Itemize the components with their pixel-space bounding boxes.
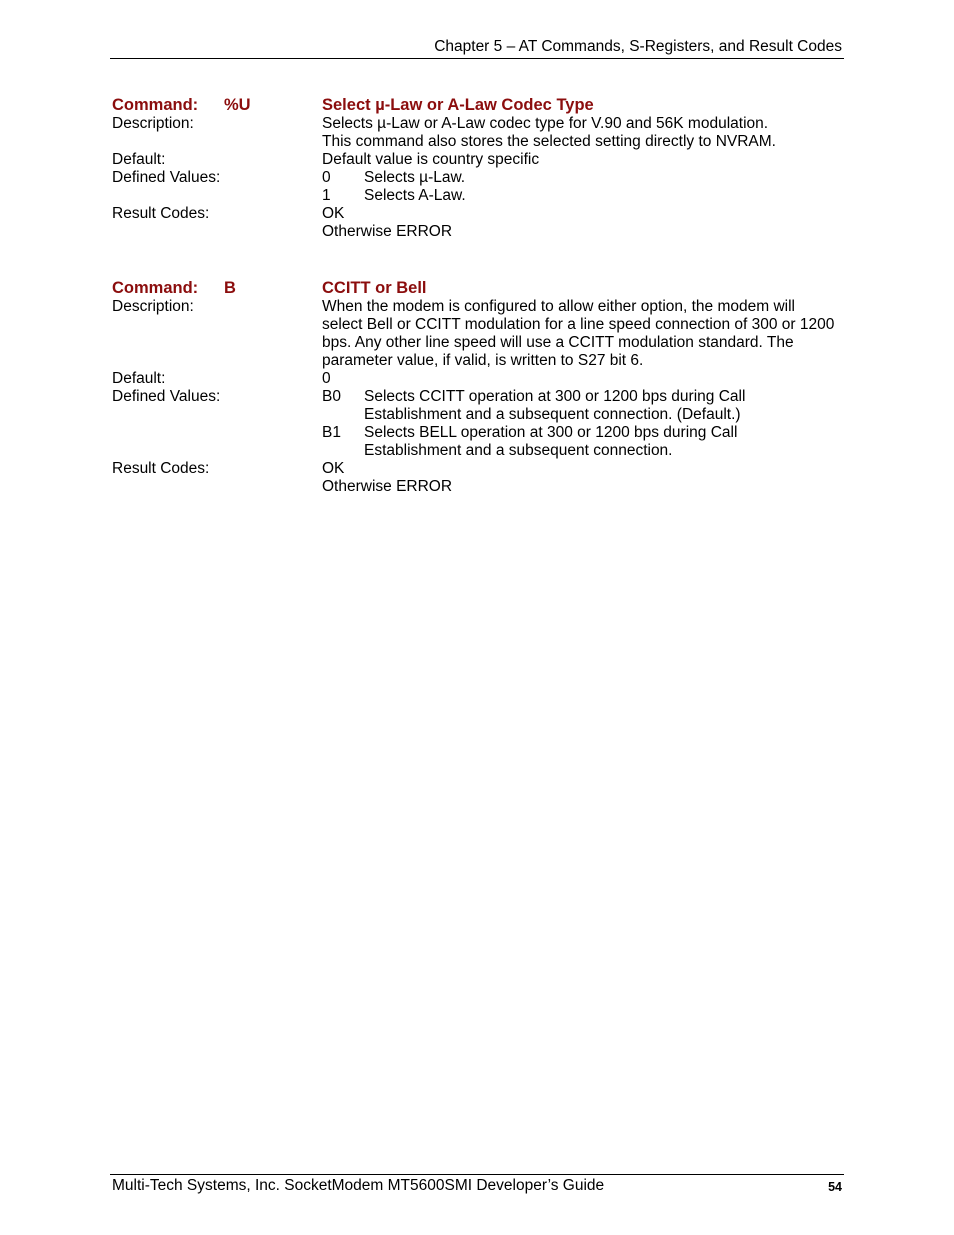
page-number: 54 bbox=[828, 1180, 842, 1194]
description-row bbox=[112, 316, 852, 334]
result-code: Otherwise ERROR bbox=[322, 223, 453, 240]
description-line: Selects µ-Law or A-Law codec type for V.90 and 56K modulation. bbox=[322, 115, 769, 132]
defined-value-row bbox=[112, 442, 852, 460]
defined-value-code: 1 bbox=[322, 187, 331, 204]
command-section-b bbox=[112, 278, 852, 496]
command-title: CCITT or Bell bbox=[322, 279, 427, 297]
description-row bbox=[112, 133, 852, 151]
footer-divider bbox=[110, 1174, 844, 1175]
command-heading bbox=[112, 278, 852, 298]
default-value: 0 bbox=[322, 370, 331, 387]
defined-value-row bbox=[112, 388, 852, 406]
description-row bbox=[112, 334, 852, 352]
command-name: %U bbox=[224, 96, 251, 114]
defined-values-label: Defined Values: bbox=[112, 169, 221, 186]
defined-value-text: Selects µ-Law. bbox=[364, 169, 466, 186]
defined-value-row bbox=[112, 187, 852, 205]
description-row bbox=[112, 115, 852, 133]
defined-value-row bbox=[112, 169, 852, 187]
result-code: Otherwise ERROR bbox=[322, 478, 453, 495]
defined-values-label: Defined Values: bbox=[112, 388, 221, 405]
defined-value-text: Establishment and a subsequent connection. (Default.) bbox=[364, 406, 741, 423]
default-label: Default: bbox=[112, 370, 166, 387]
defined-value-text: Selects A-Law. bbox=[364, 187, 466, 204]
defined-value-text: Establishment and a subsequent connection. bbox=[364, 442, 673, 459]
description-line: When the modem is configured to allow either option, the modem will bbox=[322, 298, 795, 315]
command-label: Command: bbox=[112, 96, 199, 114]
defined-value-text: Selects BELL operation at 300 or 1200 bps during Call bbox=[364, 424, 738, 441]
defined-value-text: Selects CCITT operation at 300 or 1200 bps during Call bbox=[364, 388, 746, 405]
result-codes-row bbox=[112, 460, 852, 478]
command-title: Select µ-Law or A-Law Codec Type bbox=[322, 96, 594, 114]
chapter-header: Chapter 5 – AT Commands, S-Registers, and Result Codes bbox=[434, 38, 842, 55]
description-line: parameter value, if valid, is written to S27 bit 6. bbox=[322, 352, 644, 369]
command-label: Command: bbox=[112, 279, 199, 297]
result-codes-label: Result Codes: bbox=[112, 460, 210, 477]
result-codes-row bbox=[112, 205, 852, 223]
description-label: Description: bbox=[112, 298, 194, 315]
description-label: Description: bbox=[112, 115, 194, 132]
header-divider bbox=[110, 58, 844, 59]
command-heading bbox=[112, 95, 852, 115]
command-section-percent-u bbox=[112, 95, 852, 241]
default-row bbox=[112, 370, 852, 388]
description-line: bps. Any other line speed will use a CCITT modulation standard. The bbox=[322, 334, 794, 351]
default-row bbox=[112, 151, 852, 169]
default-label: Default: bbox=[112, 151, 166, 168]
command-name: B bbox=[224, 279, 236, 297]
result-codes-row bbox=[112, 223, 852, 241]
description-line: This command also stores the selected setting directly to NVRAM. bbox=[322, 133, 776, 150]
result-code: OK bbox=[322, 205, 345, 222]
defined-value-code: B1 bbox=[322, 424, 341, 441]
result-code: OK bbox=[322, 460, 345, 477]
footer-guide-title: Multi-Tech Systems, Inc. SocketModem MT5600SMI Developer’s Guide bbox=[112, 1177, 605, 1194]
result-codes-row bbox=[112, 478, 852, 496]
default-value: Default value is country specific bbox=[322, 151, 540, 168]
defined-value-code: 0 bbox=[322, 169, 331, 186]
description-row bbox=[112, 352, 852, 370]
result-codes-label: Result Codes: bbox=[112, 205, 210, 222]
defined-value-row bbox=[112, 406, 852, 424]
defined-value-code: B0 bbox=[322, 388, 341, 405]
description-line: select Bell or CCITT modulation for a line speed connection of 300 or 1200 bbox=[322, 316, 835, 333]
description-row bbox=[112, 298, 852, 316]
defined-value-row bbox=[112, 424, 852, 442]
